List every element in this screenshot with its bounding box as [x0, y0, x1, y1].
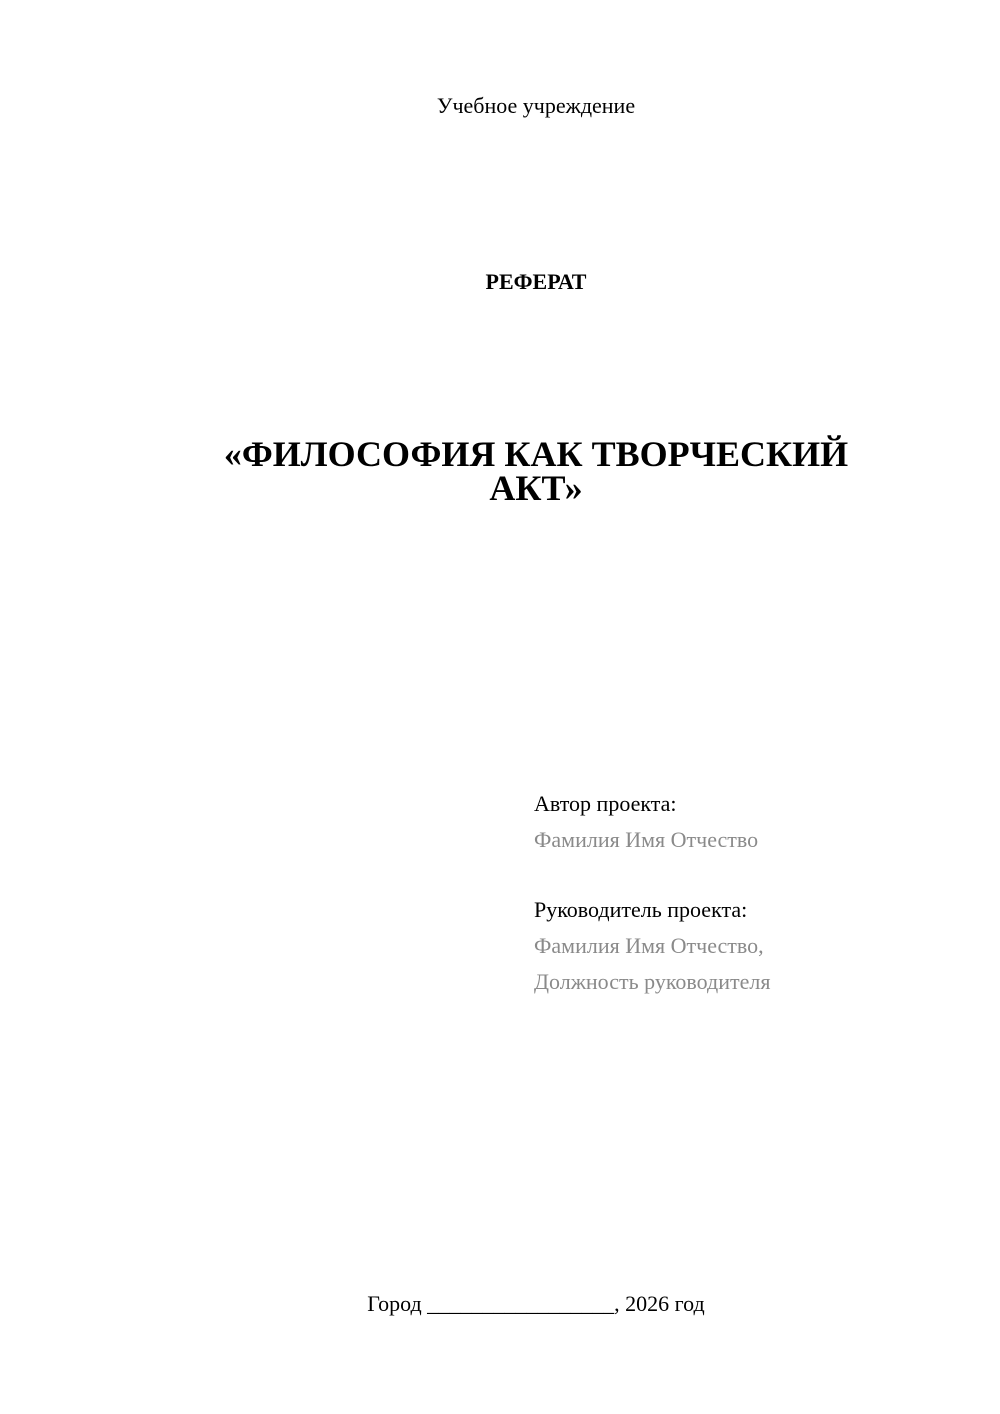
- supervisor-label: Руководитель проекта:: [534, 897, 748, 922]
- supervisor-block: [534, 892, 954, 1000]
- city-year-footer: Город _________________, 2026 год: [367, 1291, 705, 1316]
- supervisor-position: Должность руководителя: [534, 969, 771, 994]
- author-label: Автор проекта:: [534, 791, 677, 816]
- institution-name: Учебное учреждение: [436, 93, 636, 118]
- document-title: [186, 434, 886, 508]
- supervisor-name: Фамилия Имя Отчество,: [534, 933, 764, 958]
- title-line-2: АКТ»: [489, 468, 583, 508]
- document-type: РЕФЕРАТ: [485, 269, 587, 294]
- author-name: Фамилия Имя Отчество: [534, 827, 759, 852]
- author-block: [534, 786, 954, 858]
- title-line-1: «ФИЛОСОФИЯ КАК ТВОРЧЕСКИЙ: [223, 434, 849, 474]
